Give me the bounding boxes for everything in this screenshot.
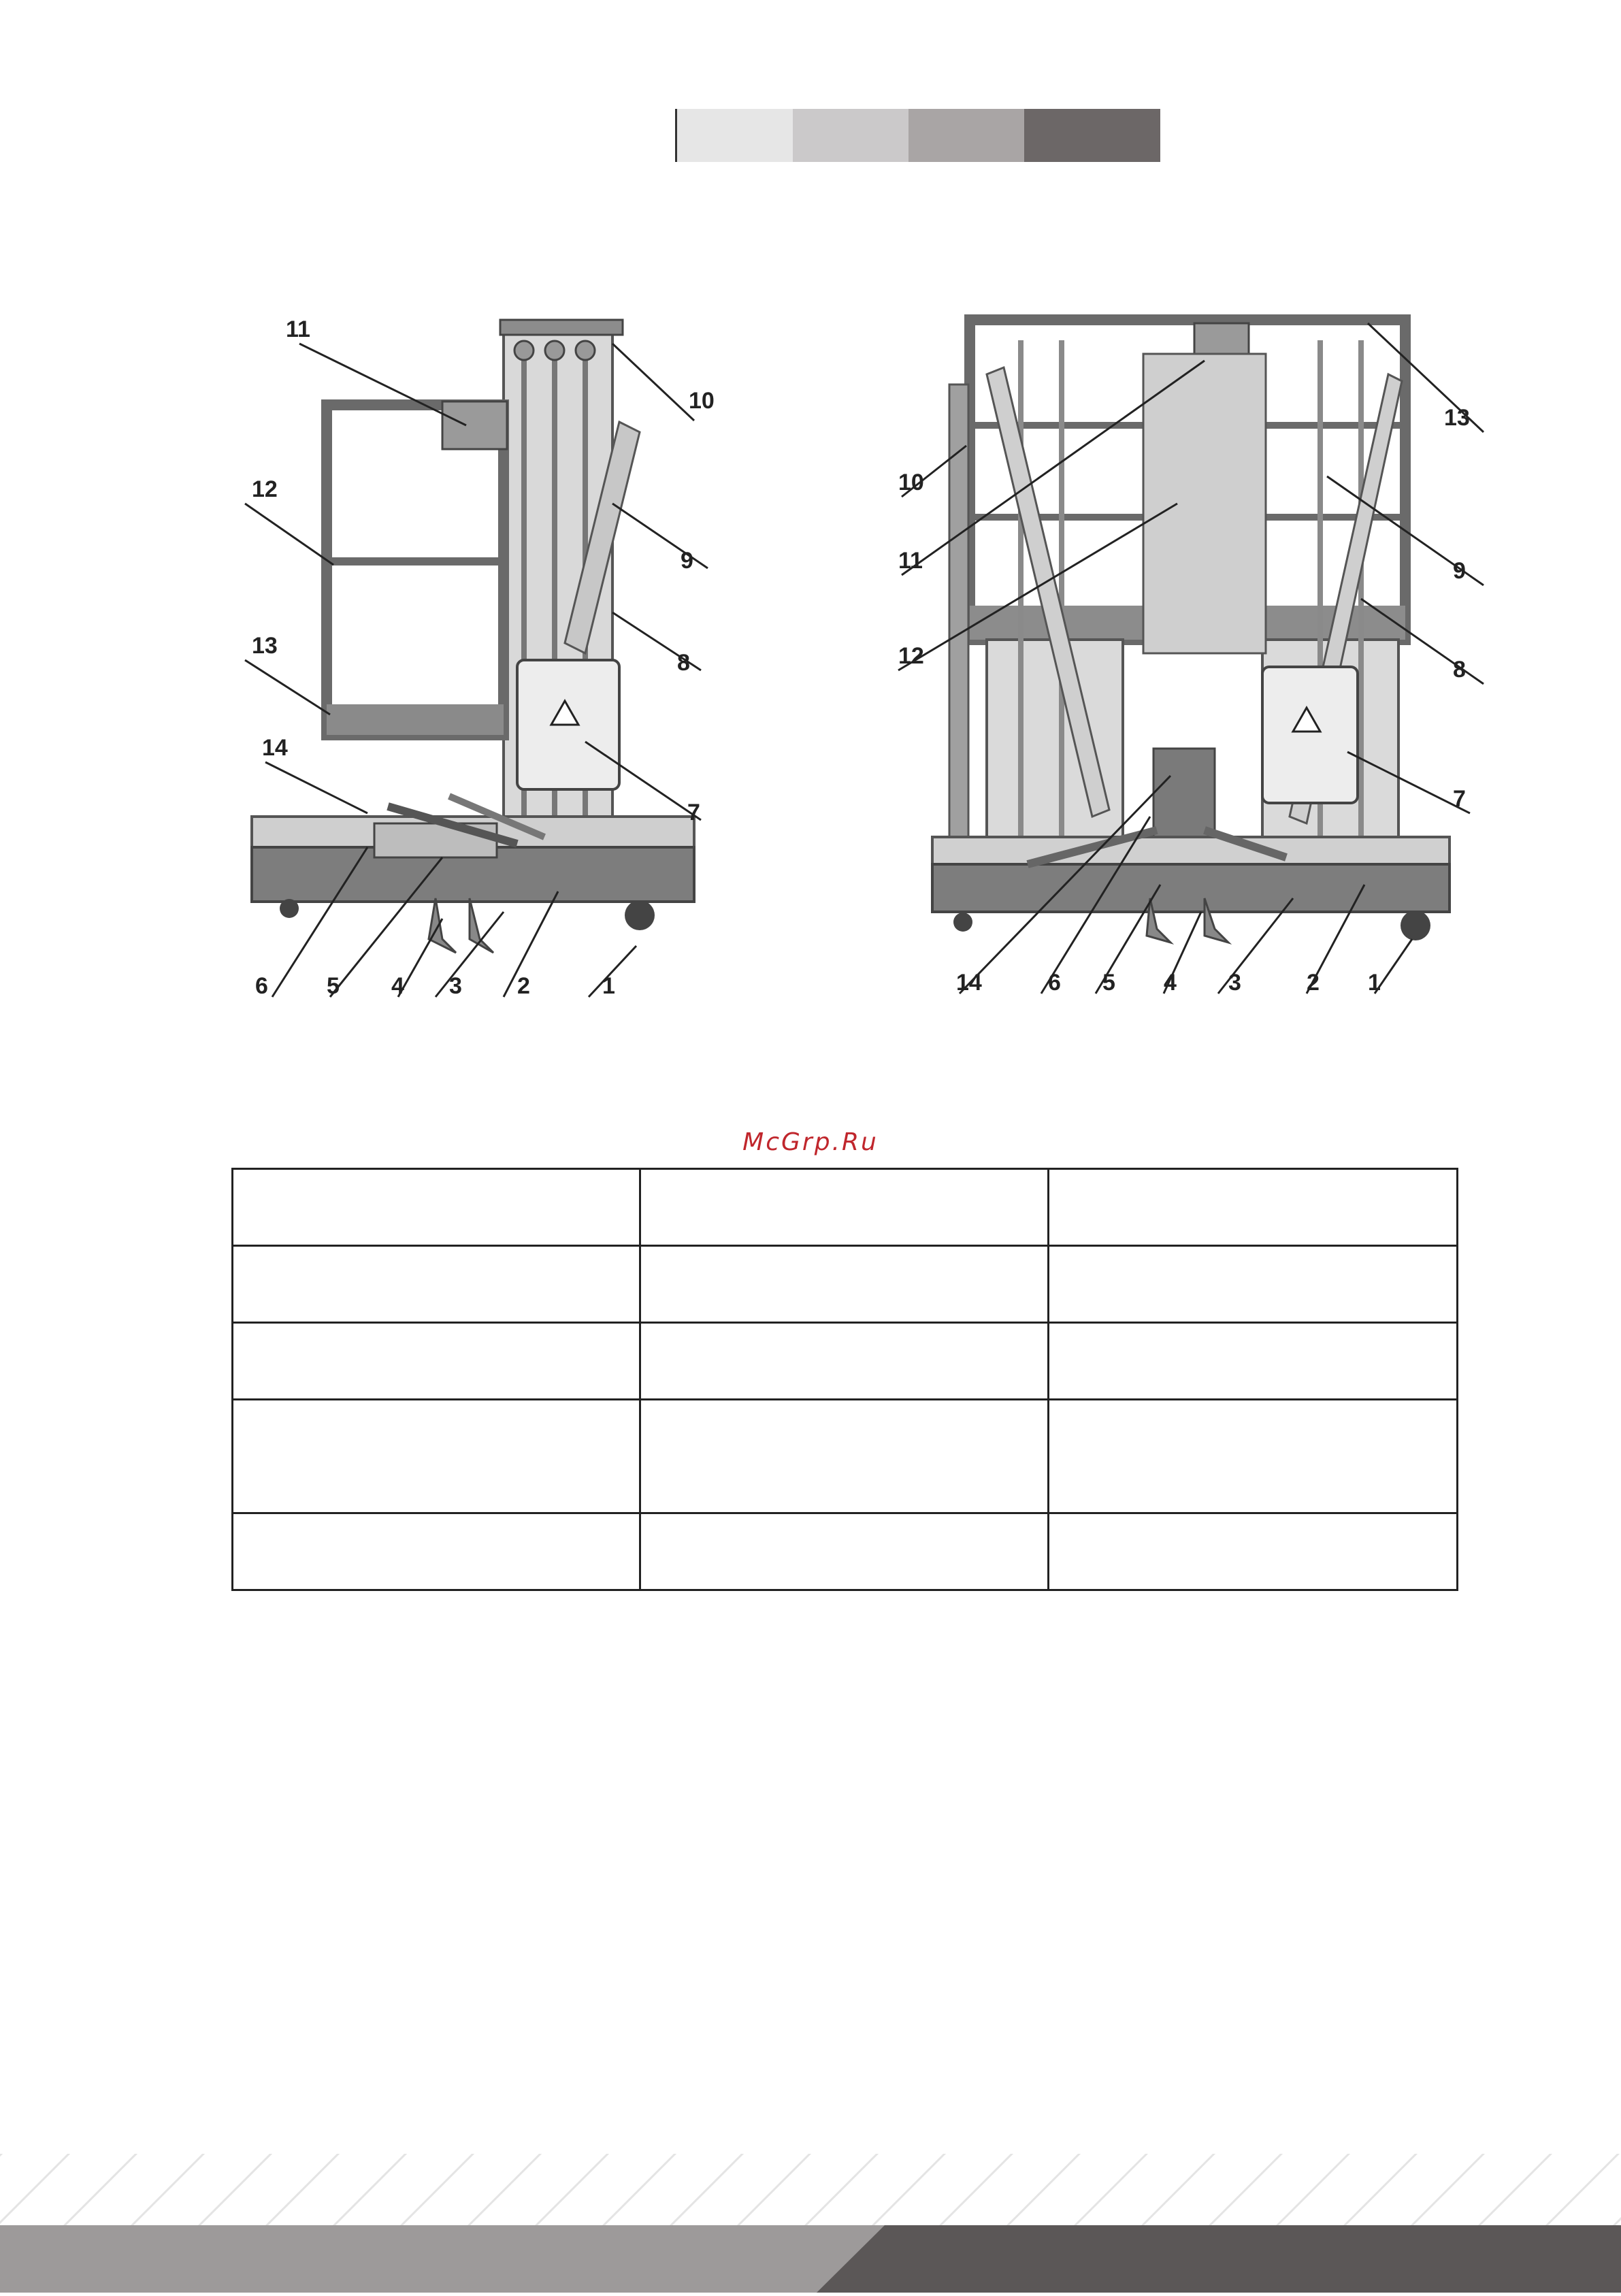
table-cell: [233, 1246, 640, 1323]
spec-table: [231, 1168, 1458, 1591]
table-cell: [1048, 1400, 1457, 1513]
callout-13: 13: [252, 633, 278, 659]
table-cell: [233, 1513, 640, 1590]
callout-14: 14: [262, 735, 288, 761]
callout-6: 6: [255, 973, 268, 999]
table-cell: [1048, 1513, 1457, 1590]
table-cell: [1048, 1169, 1457, 1246]
callout-12: 12: [898, 643, 924, 669]
callout-3: 3: [449, 973, 462, 999]
table-cell: [640, 1323, 1048, 1400]
watermark-text: McGrp.Ru: [742, 1128, 879, 1156]
callout-11: 11: [898, 548, 923, 574]
footer-decoration: [0, 2154, 1621, 2293]
table-row: [233, 1513, 1458, 1590]
callout-9: 9: [681, 548, 693, 574]
callout-4: 4: [1164, 970, 1177, 996]
callout-12: 12: [252, 476, 278, 502]
table-row: [233, 1246, 1458, 1323]
callout-8: 8: [677, 650, 690, 676]
callout-4: 4: [391, 973, 404, 999]
callout-5: 5: [1102, 970, 1115, 996]
table-cell: [233, 1169, 640, 1246]
table-cell: [640, 1513, 1048, 1590]
lift-front-view-illustration: [885, 299, 1490, 1007]
swatch-3: [908, 109, 1024, 162]
lift-front-view-figure: [885, 299, 1490, 1007]
table-row: [233, 1400, 1458, 1513]
callout-7: 7: [1453, 786, 1466, 812]
swatch-4: [1024, 109, 1160, 162]
callout-5: 5: [327, 973, 340, 999]
callout-8: 8: [1453, 657, 1466, 683]
callout-1: 1: [602, 973, 615, 999]
table-cell: [640, 1400, 1048, 1513]
footer-hatch: [0, 2154, 1621, 2225]
callout-14: 14: [956, 970, 982, 996]
lift-side-view-illustration: [231, 299, 762, 1007]
callout-10: 10: [898, 470, 924, 495]
table-row: [233, 1323, 1458, 1400]
callout-9: 9: [1453, 558, 1466, 584]
lift-side-view-figure: [231, 299, 762, 1007]
table-cell: [1048, 1323, 1457, 1400]
callout-2: 2: [517, 973, 530, 999]
table-cell: [1048, 1246, 1457, 1323]
table-cell: [640, 1169, 1048, 1246]
callout-11: 11: [286, 316, 310, 342]
table-cell: [233, 1323, 640, 1400]
table-cell: [233, 1400, 640, 1513]
color-swatch-strip: [675, 109, 1160, 162]
footer-dark-band: [817, 2225, 1621, 2293]
footer-band: [0, 2154, 1621, 2293]
callout-2: 2: [1307, 970, 1320, 996]
swatch-2: [793, 109, 908, 162]
swatch-1: [677, 109, 793, 162]
table-row: [233, 1169, 1458, 1246]
callout-10: 10: [689, 388, 715, 414]
table-cell: [640, 1246, 1048, 1323]
callout-3: 3: [1228, 970, 1241, 996]
callout-1: 1: [1368, 970, 1381, 996]
callout-7: 7: [687, 800, 700, 825]
callout-6: 6: [1048, 970, 1061, 996]
callout-13: 13: [1444, 405, 1470, 431]
